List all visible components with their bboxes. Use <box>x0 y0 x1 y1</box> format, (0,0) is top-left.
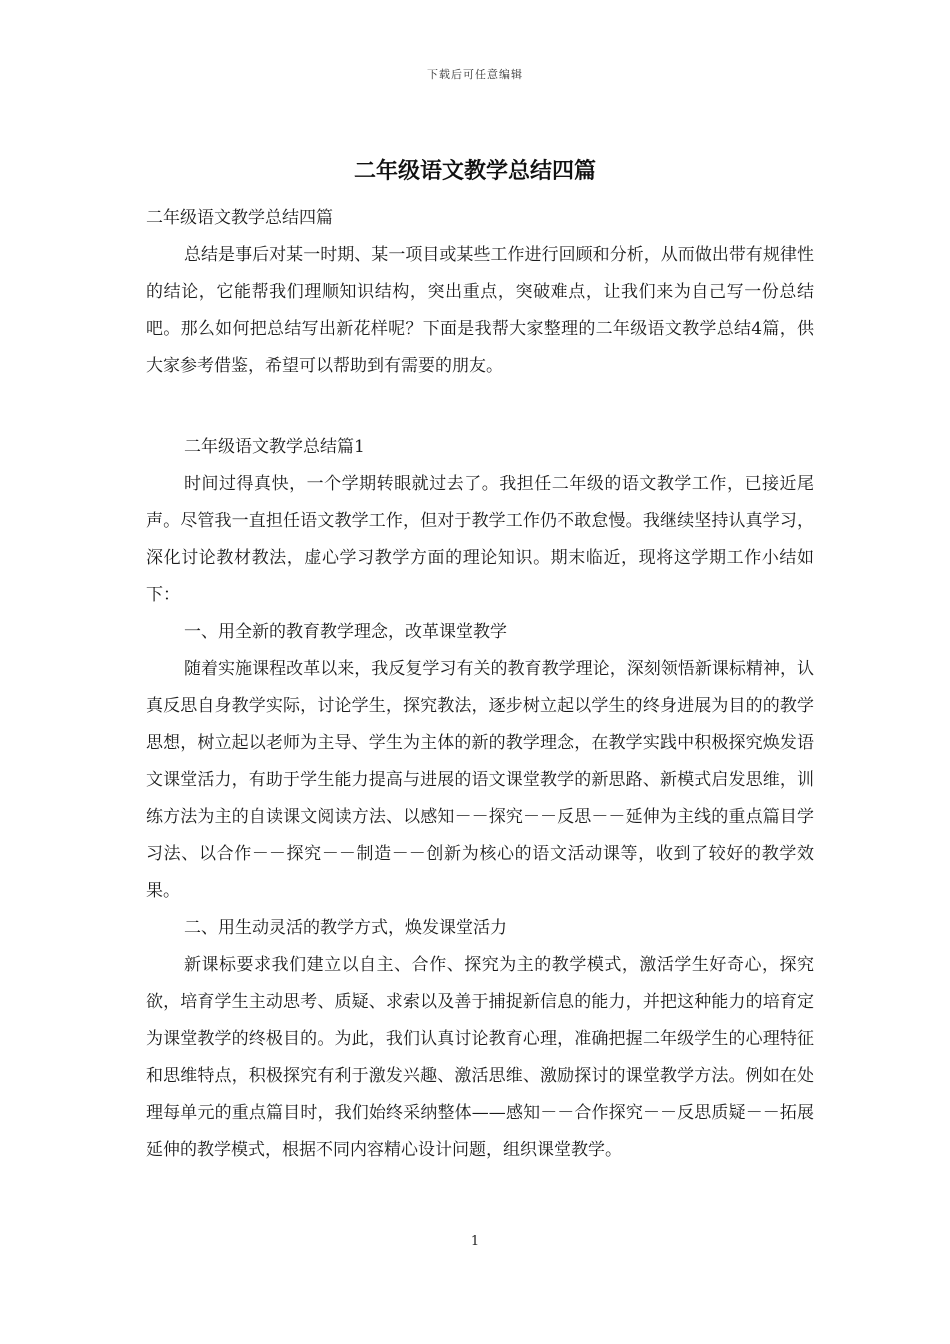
header-note: 下载后可任意编辑 <box>427 68 523 81</box>
body-paragraph: 随着实施课程改革以来，我反复学习有关的教育教学理论，深刻领悟新课标精神，认真反思自身教学实际，讨论学生，探究教法，逐步树立起以学生的终身进展为目的的教学思想，树立起以老师为主导、学生为主体的新的教学理念，在教学实践中积极探究焕发语文课堂活力，有助于学生能力提高与进展的语文课堂教学的新思路、新模式启发思维，训练方法为主的自读课文阅读方法、以感知－－探究－－反思－－延伸为主线的重点篇目学习法、以合作－－探究－－制造－－创新为核心的语文活动课等，收到了较好的教学效果。 <box>146 659 814 901</box>
document-body <box>146 200 814 1169</box>
point-heading: 二、用生动灵活的教学方式，焕发课堂活力 <box>184 918 507 938</box>
body-paragraph: 新课标要求我们建立以自主、合作、探究为主的教学模式，激活学生好奇心，探究欲，培育学生主动思考、质疑、求索以及善于捕捉新信息的能力，并把这种能力的培育定为课堂教学的终极目的。为此，我们认真讨论教育心理，准确把握二年级学生的心理特征和思维特点，积极探究有利于激发兴趣、激活思维、激励探讨的课堂教学方法。例如在处理每单元的重点篇目时，我们始终采纳整体——感知－－合作探究－－反思质疑－－拓展延伸的教学模式，根据不同内容精心设计问题，组织课堂教学。 <box>146 955 814 1160</box>
document-title: 二年级语文教学总结四篇 <box>353 158 596 184</box>
page-number: 1 <box>470 1234 480 1249</box>
intro-paragraph: 总结是事后对某一时期、某一项目或某些工作进行回顾和分析，从而做出带有规律性的结论，它能帮我们理顺知识结构，突出重点，突破难点，让我们来为自己写一份总结吧。那么如何把总结写出新花样呢？下面是我帮大家整理的二年级语文教学总结4篇，供大家参考借鉴，希望可以帮助到有需要的朋友。 <box>146 245 814 376</box>
body-paragraph: 时间过得真快，一个学期转眼就过去了。我担任二年级的语文教学工作，已接近尾声。尽管我一直担任语文教学工作，但对于教学工作仍不敢怠慢。我继续坚持认真学习，深化讨论教材教法，虚心学习教学方面的理论知识。期末临近，现将这学期工作小结如下： <box>146 474 814 605</box>
point-heading: 一、用全新的教育教学理念，改革课堂教学 <box>184 622 507 642</box>
document-subtitle: 二年级语文教学总结四篇 <box>146 208 333 228</box>
section-spacer <box>146 385 814 429</box>
section-heading: 二年级语文教学总结篇1 <box>184 437 365 457</box>
